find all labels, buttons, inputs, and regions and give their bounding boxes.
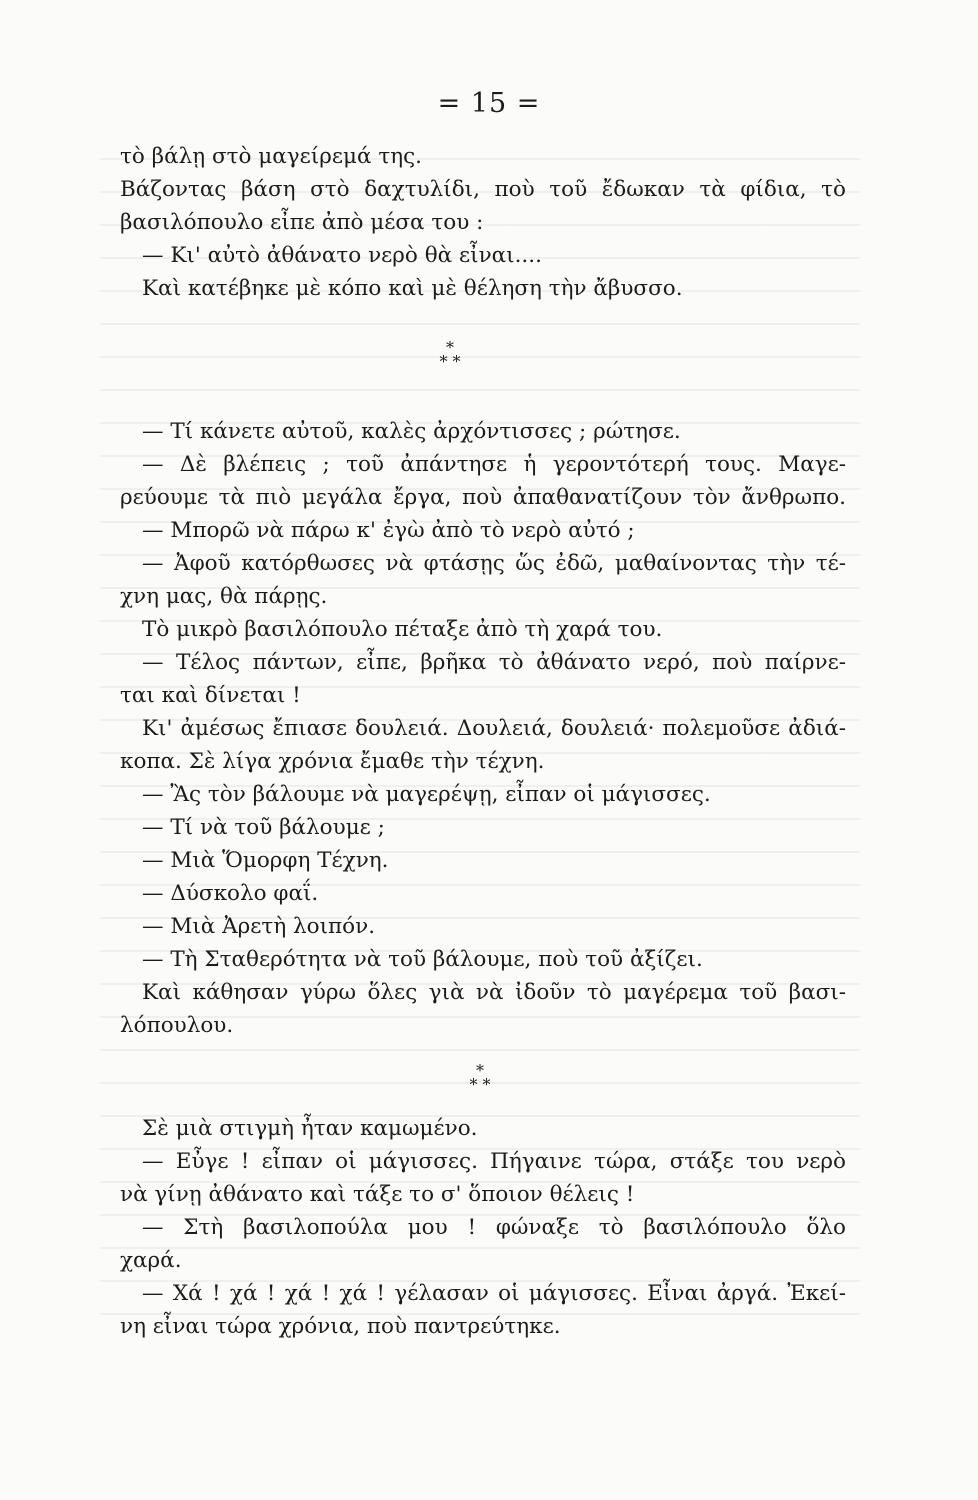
- text-line: λόπουλου.: [120, 1013, 234, 1038]
- section-break-stars: [450, 1042, 510, 1112]
- text-line: ται καὶ δίνεται !: [120, 683, 301, 708]
- text-line: Τὸ μικρὸ βασιλόπουλο πέταξε ἀπὸ τὴ χαρά του.: [142, 617, 663, 642]
- text-line: τὸ βάλῃ στὸ μαγείρεμά της.: [120, 144, 422, 169]
- text-line: — Τέλος πάντων, εἶπε, βρῆκα τὸ ἀθάνατο νερό, ποὺ παίρνε-: [142, 650, 846, 675]
- text-line: — Δὲ βλέπεις ; τοῦ ἀπάντησε ἡ γεροντότερή τους. Μαγε-: [142, 452, 846, 477]
- text-line: Καὶ κατέβηκε μὲ κόπο καὶ μὲ θέληση τὴν ἄβυσσο.: [142, 276, 683, 301]
- star-bottom: * *: [439, 352, 461, 371]
- text-line: Κι' ἀμέσως ἔπιασε δουλειά. Δουλειά, δουλειά· πολεμοῦσε ἀδιά-: [142, 716, 846, 741]
- text-line: νὰ γίνῃ ἀθάνατο καὶ τάξε το σ' ὅποιον θέλεις !: [120, 1182, 635, 1207]
- text-line: — Ἂς τὸν βάλουμε νὰ μαγερέψῃ, εἶπαν οἱ μάγισσες.: [142, 782, 711, 807]
- star-top: *: [446, 338, 454, 357]
- text-line: βασιλόπουλο εἶπε ἀπὸ μέσα του :: [120, 210, 484, 235]
- text-line: ρεύουμε τὰ πιὸ μεγάλα ἔργα, ποὺ ἀπαθανατίζουν τὸν ἄνθρωπο.: [120, 485, 846, 510]
- text-line: Καὶ κάθησαν γύρω ὅλες γιὰ νὰ ἰδοῦν τὸ μαγέρεμα τοῦ βασι-: [142, 980, 846, 1005]
- text-line: — Στὴ βασιλοπούλα μου ! φώναξε τὸ βασιλόπουλο ὅλο: [142, 1215, 846, 1240]
- text-line: — Τὴ Σταθερότητα νὰ τοῦ βάλουμε, ποὺ τοῦ ἀξίζει.: [142, 947, 703, 972]
- text-line: κοπα. Σὲ λίγα χρόνια ἔμαθε τὴν τέχνη.: [120, 749, 545, 774]
- text-line: — Μπορῶ νὰ πάρω κ' ἐγὼ ἀπὸ τὸ νερὸ αὐτό ;: [142, 518, 635, 543]
- section-break-stars: [420, 305, 480, 415]
- text-line: — Δύσκολο φαΐ.: [142, 881, 319, 906]
- page-number: = 15 =: [437, 88, 541, 119]
- text-line: — Χά ! χά ! χά ! χά ! γέλασαν οἱ μάγισσες. Εἶναι ἀργά. Ἐκεί-: [142, 1281, 846, 1306]
- text-line: Βάζοντας βάση στὸ δαχτυλίδι, ποὺ τοῦ ἔδωκαν τὰ φίδια, τὸ: [120, 177, 846, 202]
- text-line: — Εὖγε ! εἶπαν οἱ μάγισσες. Πήγαινε τώρα, στάξε του νερὸ: [142, 1149, 846, 1174]
- text-line: — Μιὰ Ἀρετὴ λοιπόν.: [142, 914, 376, 939]
- text-line: χνη μας, θὰ πάρῃς.: [120, 584, 328, 609]
- text-line: — Τί νὰ τοῦ βάλουμε ;: [142, 815, 385, 840]
- text-line: Σὲ μιὰ στιγμὴ ἦταν καμωμένο.: [142, 1116, 478, 1141]
- text-line: — Μιὰ Ὅμορφη Τέχνη.: [142, 848, 389, 873]
- star-top: *: [476, 1061, 484, 1080]
- text-line: χαρά.: [120, 1248, 182, 1273]
- star-bottom: * *: [469, 1075, 491, 1094]
- text-line: — Κι' αὐτὸ ἀθάνατο νερὸ θὰ εἶναι....: [142, 243, 542, 268]
- text-line: — Ἀφοῦ κατόρθωσες νὰ φτάσῃς ὥς ἐδῶ, μαθαίνοντας τὴν τέ-: [142, 551, 846, 576]
- text-line: νη εἶναι τώρα χρόνια, ποὺ παντρεύτηκε.: [120, 1314, 561, 1339]
- body-text: [120, 140, 846, 1343]
- text-line: — Τί κάνετε αὐτοῦ, καλὲς ἀρχόντισσες ; ρώτησε.: [142, 419, 681, 444]
